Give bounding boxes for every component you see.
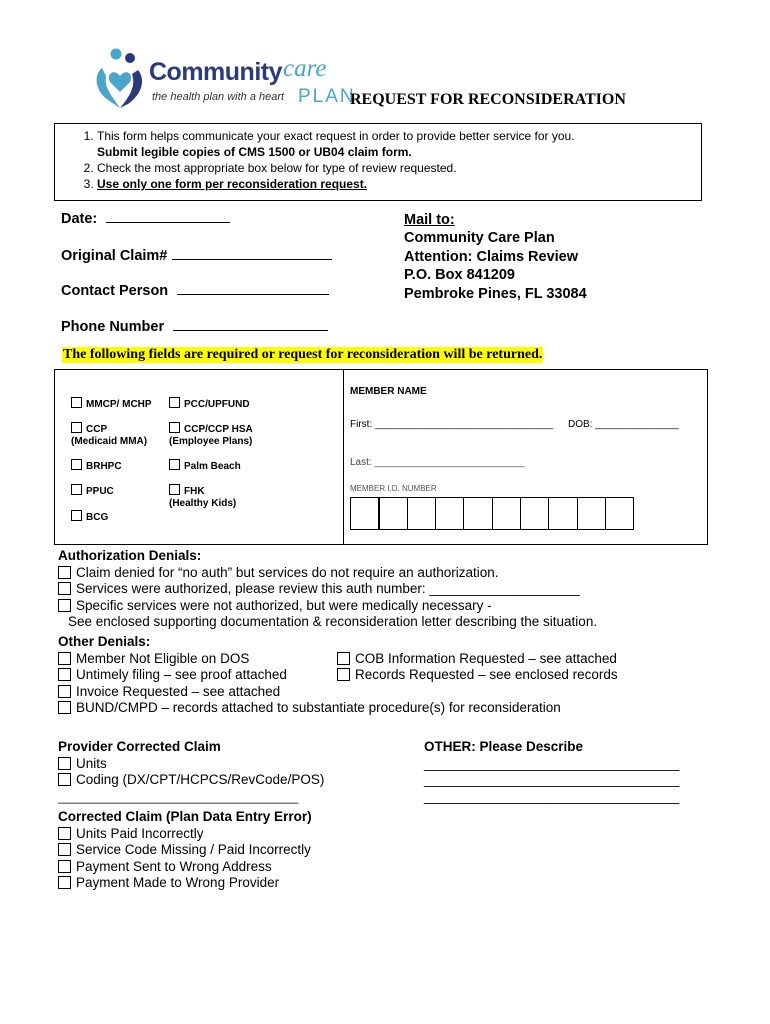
mail-line-4: Pembroke Pines, FL 33084 bbox=[404, 285, 587, 302]
member-id-label: MEMBER I.D. NUMBER bbox=[350, 484, 437, 493]
authorization-denials-heading: Authorization Denials: bbox=[58, 548, 202, 563]
corrected-wrong-provider-checkbox[interactable] bbox=[58, 876, 71, 889]
date-label: Date: bbox=[61, 211, 98, 227]
corrected-units-checkbox[interactable] bbox=[58, 827, 71, 840]
other-denials-section bbox=[58, 634, 678, 717]
provider-option-units[interactable]: Units bbox=[58, 756, 324, 773]
provider-blank-line[interactable]: ____________________________________ bbox=[58, 789, 299, 804]
corrected-option-units[interactable]: Units Paid Incorrectly bbox=[58, 826, 312, 843]
plan-pcc-checkbox[interactable] bbox=[169, 397, 180, 408]
original-claim-label: Original Claim# bbox=[61, 248, 168, 264]
other-option-untimely[interactable]: Untimely filing – see proof attached bbox=[58, 667, 287, 684]
required-fields-notice: The following fields are required or request for reconsideration will be returned. bbox=[63, 347, 543, 362]
instructions-list bbox=[55, 128, 701, 192]
auth-no-auth-checkbox[interactable] bbox=[58, 566, 71, 579]
plan-ccp-hsa[interactable]: CCP/CCP HSA (Employee Plans) bbox=[169, 424, 253, 447]
plan-ccp-checkbox[interactable] bbox=[71, 422, 82, 433]
other-option-bund[interactable]: BUND/CMPD – records attached to substantiate procedure(s) for reconsideration bbox=[58, 700, 678, 717]
other-option-not-eligible[interactable]: Member Not Eligible on DOS bbox=[58, 651, 249, 668]
mail-line-3: P.O. Box 841209 bbox=[404, 267, 515, 284]
member-id-digit[interactable] bbox=[520, 497, 550, 530]
plan-bcg-checkbox[interactable] bbox=[71, 510, 82, 521]
member-id-digit[interactable] bbox=[350, 497, 380, 530]
instruction-item-1: 1. This form helps communicate your exact request in order to provide better service for you. Submit legible copies of CMS 1500 or UB04 claim form. bbox=[97, 128, 701, 160]
invoice-checkbox[interactable] bbox=[58, 685, 71, 698]
contact-person-line[interactable] bbox=[177, 280, 329, 295]
logo-word-plan: PLAN bbox=[298, 86, 356, 107]
member-id-digit[interactable] bbox=[548, 497, 578, 530]
original-claim-field[interactable] bbox=[61, 245, 332, 265]
member-first-name-field[interactable]: First: ________________________________ bbox=[350, 419, 553, 430]
corrected-wrong-address-checkbox[interactable] bbox=[58, 860, 71, 873]
cob-checkbox[interactable] bbox=[337, 652, 350, 665]
auth-option-no-auth[interactable]: Claim denied for “no auth” but services do not require an authorization. bbox=[58, 565, 597, 582]
member-id-digit[interactable] bbox=[463, 497, 493, 530]
mail-line-2: Attention: Claims Review bbox=[404, 248, 579, 265]
other-describe-line-3[interactable]: __________________________________ bbox=[424, 788, 680, 804]
plan-palm-beach-checkbox[interactable] bbox=[169, 459, 180, 470]
corrected-option-wrong-address[interactable]: Payment Sent to Wrong Address bbox=[58, 859, 312, 876]
corrected-claim-heading: Corrected Claim (Plan Data Entry Error) bbox=[58, 809, 312, 824]
other-option-cob[interactable]: COB Information Requested – see attached bbox=[337, 651, 617, 668]
provider-coding-checkbox[interactable] bbox=[58, 773, 71, 786]
contact-person-field[interactable] bbox=[61, 280, 329, 300]
bund-checkbox[interactable] bbox=[58, 701, 71, 714]
auth-medically-necessary-checkbox[interactable] bbox=[58, 599, 71, 612]
mail-line-1: Community Care Plan bbox=[404, 230, 555, 247]
plan-fhk[interactable]: FHK (Healthy Kids) bbox=[169, 486, 237, 509]
other-describe-line-1[interactable]: __________________________________ bbox=[424, 755, 680, 771]
other-denials-heading: Other Denials: bbox=[58, 634, 151, 649]
plan-palm-beach[interactable]: Palm Beach bbox=[169, 459, 241, 473]
auth-option-note: See enclosed supporting documentation & reconsideration letter describing the situation. bbox=[68, 614, 598, 630]
member-last-name-field[interactable]: Last: ___________________________ bbox=[350, 457, 525, 468]
corrected-option-service-code[interactable]: Service Code Missing / Paid Incorrectly bbox=[58, 842, 312, 859]
plan-member-divider bbox=[343, 369, 344, 545]
provider-option-coding[interactable]: Coding (DX/CPT/HCPCS/RevCode/POS) bbox=[58, 772, 324, 789]
logo-word-care: care bbox=[283, 55, 327, 82]
date-line[interactable] bbox=[106, 208, 230, 223]
instruction-item-2: 2. Check the most appropriate box below for type of review requested. bbox=[97, 160, 701, 176]
plan-fhk-checkbox[interactable] bbox=[169, 484, 180, 495]
date-field[interactable] bbox=[61, 208, 230, 228]
plan-pcc[interactable]: PCC/UPFUND bbox=[169, 397, 250, 411]
member-id-digit[interactable] bbox=[577, 497, 607, 530]
plan-ccp[interactable]: CCP (Medicaid MMA) bbox=[71, 424, 148, 447]
provider-corrected-claim-section bbox=[58, 739, 324, 805]
phone-number-label: Phone Number bbox=[61, 319, 165, 335]
phone-number-field[interactable] bbox=[61, 316, 328, 336]
authorization-denials-section bbox=[58, 548, 597, 631]
corrected-service-code-checkbox[interactable] bbox=[58, 843, 71, 856]
instruction-item-1-note: Submit legible copies of CMS 1500 or UB04 claim form. bbox=[97, 145, 412, 159]
member-name-heading: MEMBER NAME bbox=[350, 386, 427, 397]
original-claim-line[interactable] bbox=[172, 245, 332, 260]
community-care-plan-logo bbox=[92, 46, 356, 116]
mail-to-address bbox=[404, 211, 587, 303]
member-id-digit[interactable] bbox=[492, 497, 522, 530]
member-id-digit[interactable] bbox=[378, 497, 408, 530]
plan-brhpc[interactable]: BRHPC bbox=[71, 459, 122, 473]
other-describe-heading: OTHER: Please Describe bbox=[424, 739, 584, 754]
member-id-digit[interactable] bbox=[407, 497, 437, 530]
not-eligible-checkbox[interactable] bbox=[58, 652, 71, 665]
untimely-checkbox[interactable] bbox=[58, 668, 71, 681]
plan-ppuc[interactable]: PPUC bbox=[71, 484, 114, 498]
plan-mmcp[interactable]: MMCP/ MCHP bbox=[71, 397, 152, 411]
auth-option-authorized[interactable]: Services were authorized, please review this auth number: ____________________ bbox=[58, 581, 597, 598]
logo-tagline: the health plan with a heart bbox=[152, 91, 285, 103]
member-dob-field[interactable]: DOB: _______________ bbox=[568, 419, 679, 430]
member-id-boxes[interactable] bbox=[350, 497, 633, 535]
contact-person-label: Contact Person bbox=[61, 283, 169, 299]
plan-ppuc-checkbox[interactable] bbox=[71, 484, 82, 495]
instruction-item-3: 3. Use only one form per reconsideration request. bbox=[97, 176, 701, 192]
auth-authorized-checkbox[interactable] bbox=[58, 582, 71, 595]
other-option-records[interactable]: Records Requested – see enclosed records bbox=[337, 667, 618, 684]
plan-bcg[interactable]: BCG bbox=[71, 510, 108, 524]
logo-word-community: Community bbox=[149, 58, 282, 86]
member-id-digit[interactable] bbox=[435, 497, 465, 530]
mail-to-heading: Mail to: bbox=[404, 212, 455, 228]
auth-option-medically-necessary[interactable]: Specific services were not authorized, but were medically necessary - bbox=[58, 598, 597, 615]
other-option-invoice[interactable]: Invoice Requested – see attached bbox=[58, 684, 678, 701]
member-id-digit[interactable] bbox=[605, 497, 635, 530]
plan-brhpc-checkbox[interactable] bbox=[71, 459, 82, 470]
heart-people-logo-icon bbox=[92, 46, 148, 110]
corrected-option-wrong-provider[interactable]: Payment Made to Wrong Provider bbox=[58, 875, 312, 892]
provider-units-checkbox[interactable] bbox=[58, 757, 71, 770]
other-describe-section bbox=[424, 739, 679, 805]
other-describe-line-2[interactable]: __________________________________ bbox=[424, 772, 680, 788]
plan-ccp-hsa-checkbox[interactable] bbox=[169, 422, 180, 433]
plan-mmcp-checkbox[interactable] bbox=[71, 397, 82, 408]
phone-number-line[interactable] bbox=[173, 316, 328, 331]
records-checkbox[interactable] bbox=[337, 668, 350, 681]
corrected-claim-section bbox=[58, 809, 312, 892]
instructions-box bbox=[54, 123, 702, 201]
form-title: REQUEST FOR RECONSIDERATION bbox=[350, 91, 626, 108]
provider-corrected-claim-heading: Provider Corrected Claim bbox=[58, 739, 221, 754]
